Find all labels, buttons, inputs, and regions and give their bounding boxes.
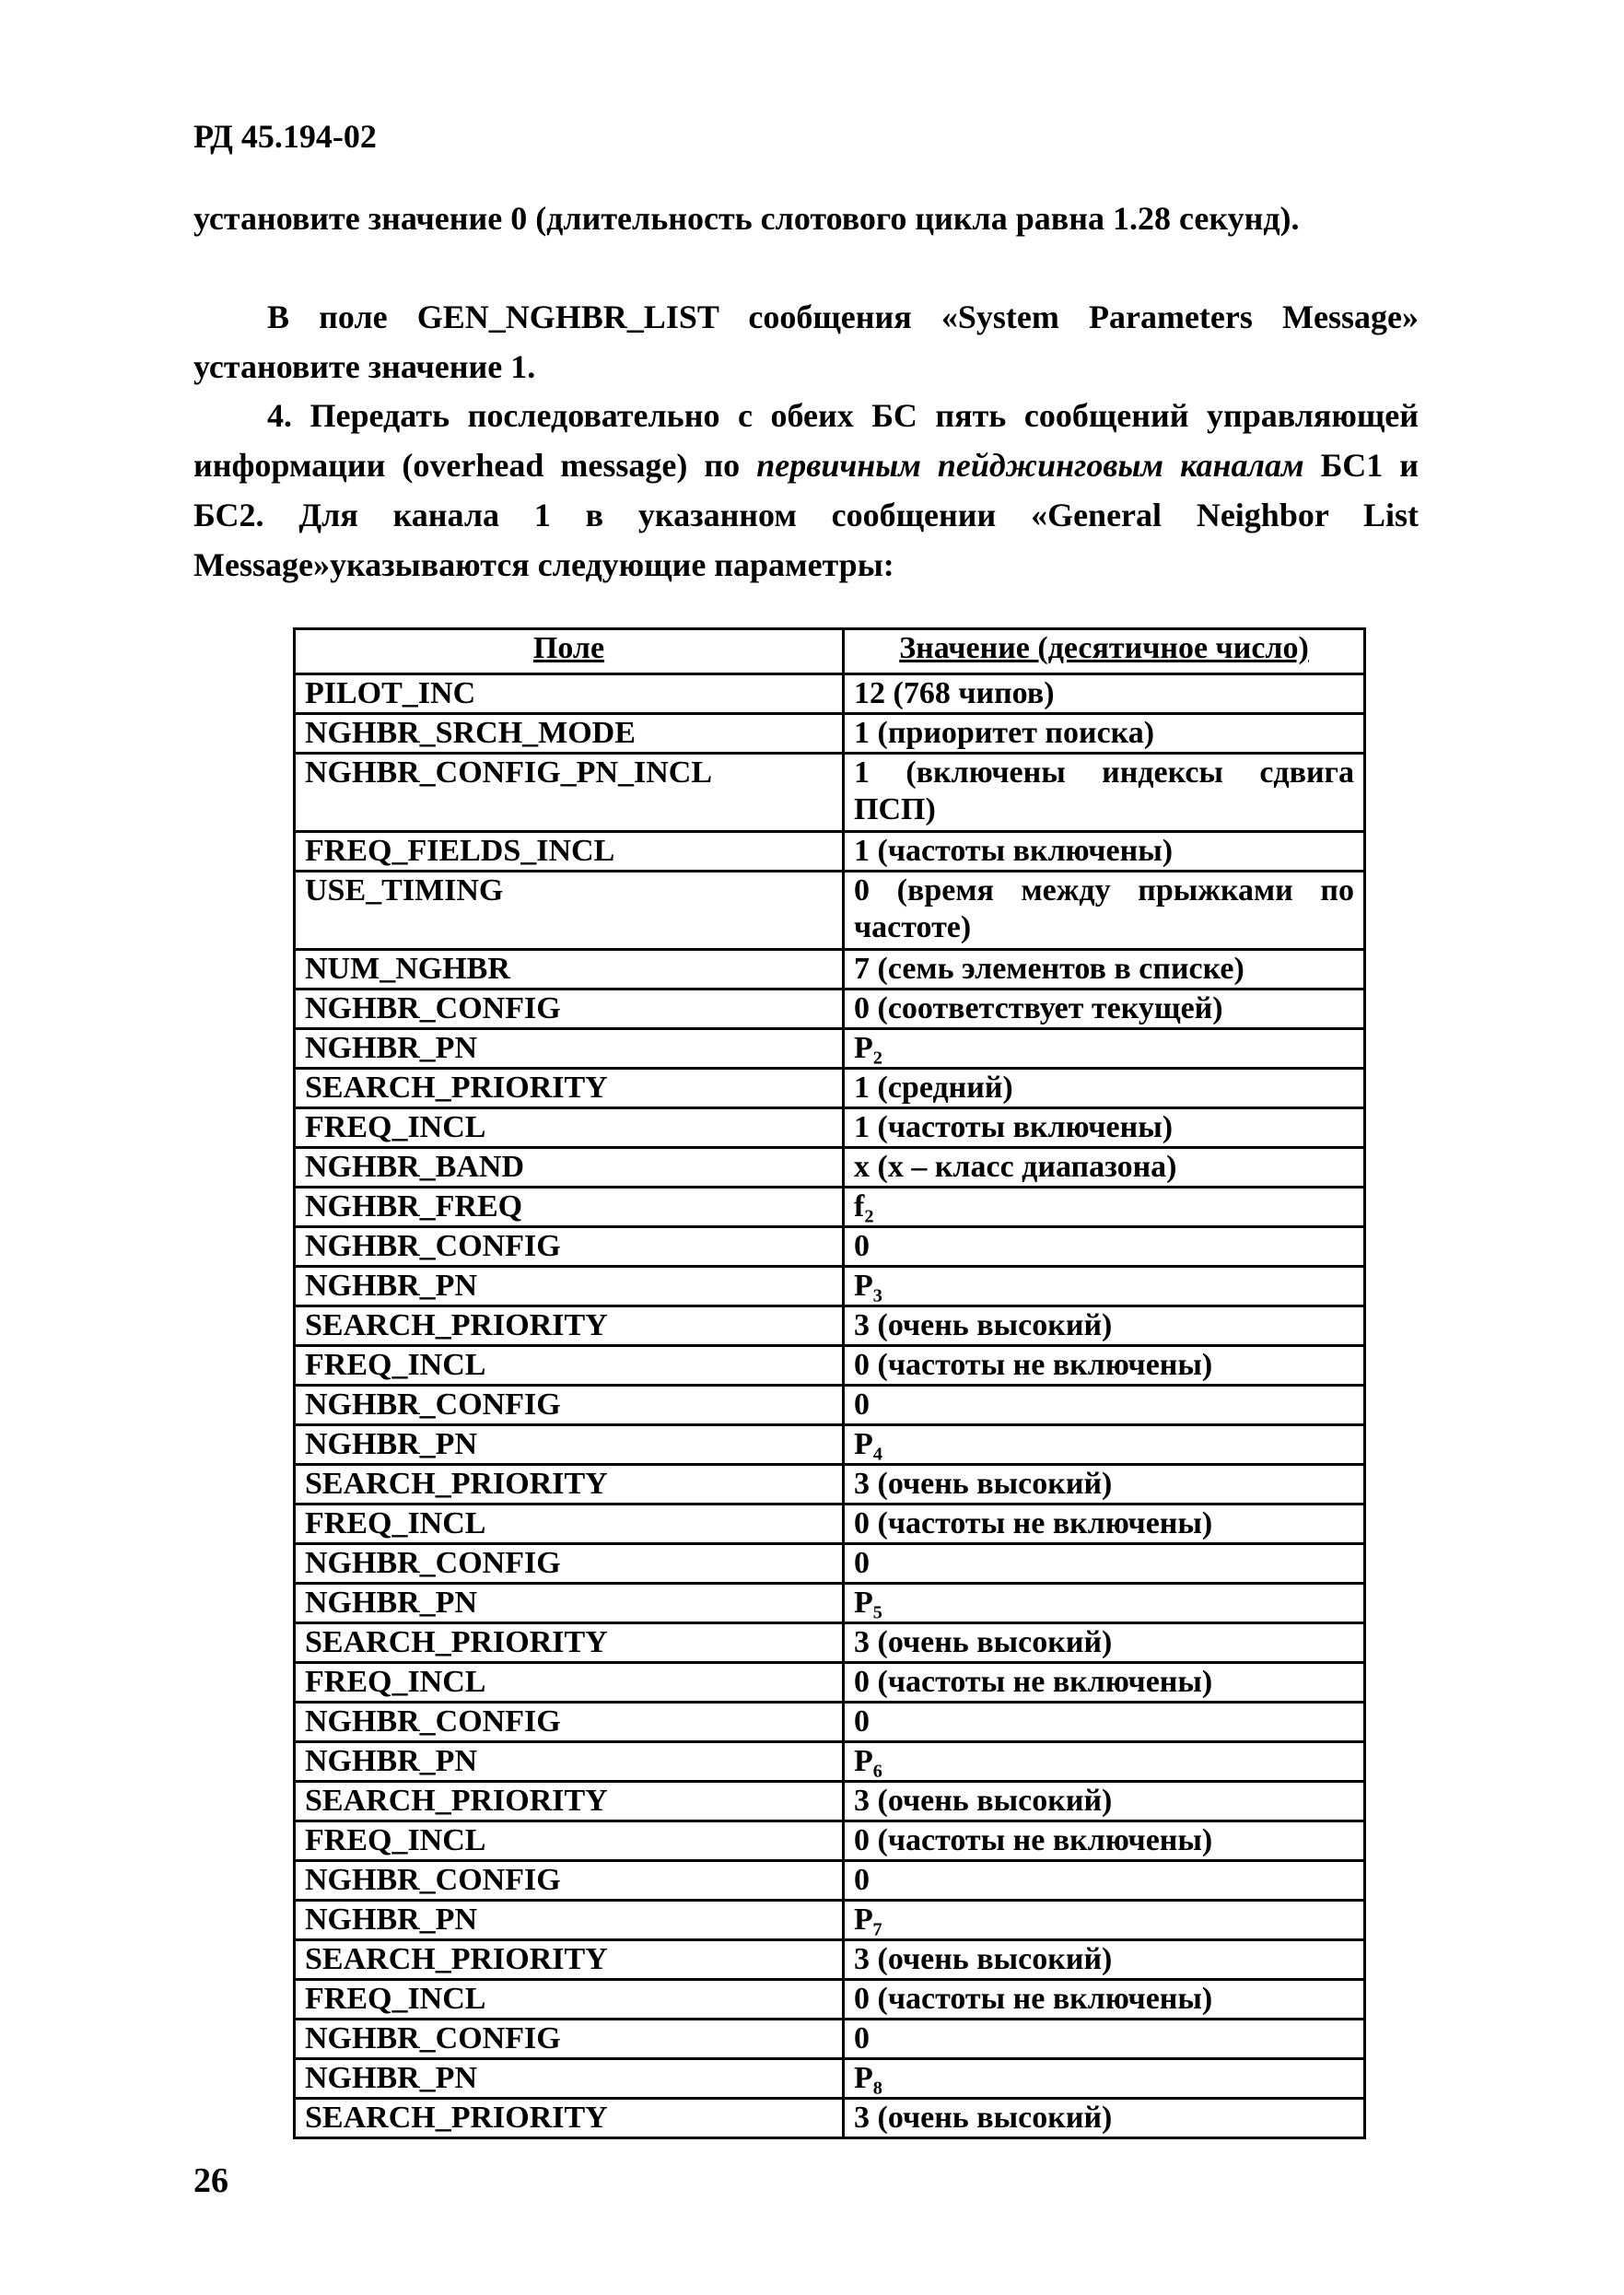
field-value-cell: P₆ [844,1742,1365,1782]
field-value-cell: 0 [844,1386,1365,1425]
field-value-cell: 0 (частоты не включены) [844,1663,1365,1703]
field-name-cell: FREQ_INCL [295,1505,844,1544]
field-name-cell: NGHBR_PN [295,1029,844,1069]
table-row [295,2020,1365,2059]
table-row [295,1029,1365,1069]
field-value-cell: 3 (очень высокий) [844,1782,1365,1821]
field-name-cell: NGHBR_CONFIG [295,1703,844,1742]
table-header-row [295,629,1365,674]
field-name-cell: SEARCH_PRIORITY [295,1940,844,1980]
column-header-field: Поле [295,629,844,674]
field-value-cell: 0 (частоты не включены) [844,1346,1365,1386]
table-row [295,1544,1365,1584]
field-name-cell: NGHBR_CONFIG [295,989,844,1029]
table-row [295,1623,1365,1663]
field-name-cell: NGHBR_PN [295,1901,844,1940]
table-row [295,754,1365,832]
table-row [295,2059,1365,2099]
table-row [295,1148,1365,1188]
field-value-cell: f₂ [844,1188,1365,1227]
field-value-cell: 0 (частоты не включены) [844,1980,1365,2020]
field-name-cell: FREQ_FIELDS_INCL [295,832,844,872]
field-name-cell: SEARCH_PRIORITY [295,1623,844,1663]
table-row [295,1703,1365,1742]
field-value-cell: P₈ [844,2059,1365,2099]
field-name-cell: NGHBR_PN [295,1267,844,1306]
field-name-cell: NGHBR_CONFIG_PN_INCL [295,754,844,832]
field-name-cell: NUM_NGHBR [295,950,844,989]
field-name-cell: SEARCH_PRIORITY [295,1782,844,1821]
field-value-cell: 1 (средний) [844,1069,1365,1108]
table-row [295,1901,1365,1940]
field-name-cell: FREQ_INCL [295,1821,844,1861]
field-value-cell: 3 (очень высокий) [844,1623,1365,1663]
table-row [295,1940,1365,1980]
table-row [295,1465,1365,1505]
table-row [295,989,1365,1029]
parameters-table [293,627,1366,2139]
table-row [295,832,1365,872]
field-value-cell: 0 (соответствует текущей) [844,989,1365,1029]
field-name-cell: NGHBR_CONFIG [295,1544,844,1584]
table-row [295,1980,1365,2020]
paragraph-step-4 [193,391,1419,590]
step-4-text-b: БС1 и БС2. Для канала 1 в указанном сообщении «General Neighbor List Message»указываются следующие параметры: [193,447,1419,583]
field-name-cell: NGHBR_PN [295,2059,844,2099]
field-name-cell: NGHBR_PN [295,1742,844,1782]
table-row [295,1306,1365,1346]
table-row [295,1386,1365,1425]
field-value-cell: 0 [844,1703,1365,1742]
field-value-cell: 0 (частоты не включены) [844,1505,1365,1544]
field-value-cell: 12 (768 чипов) [844,674,1365,714]
field-name-cell: FREQ_INCL [295,1663,844,1703]
field-value-cell: P₃ [844,1267,1365,1306]
field-name-cell: NGHBR_BAND [295,1148,844,1188]
field-name-cell: NGHBR_CONFIG [295,1386,844,1425]
field-value-cell: 1 (приоритет поиска) [844,714,1365,754]
field-name-cell: FREQ_INCL [295,1980,844,2020]
table-row [295,674,1365,714]
paragraph-gen-nghbr-list: В поле GEN_NGHBR_LIST сообщения «System Parameters Message» установите значение 1. [193,299,1419,385]
table-row [295,872,1365,950]
table-row [295,1584,1365,1623]
table-row [295,2099,1365,2138]
step-4-emphasis: первичным пейджинговым каналам [756,447,1304,484]
field-value-cell: 7 (семь элементов в списке) [844,950,1365,989]
field-name-cell: USE_TIMING [295,872,844,950]
field-name-cell: SEARCH_PRIORITY [295,1069,844,1108]
field-name-cell: NGHBR_SRCH_MODE [295,714,844,754]
table-row [295,1227,1365,1267]
field-name-cell: PILOT_INC [295,674,844,714]
field-name-cell: FREQ_INCL [295,1346,844,1386]
field-value-cell: 0 (время между прыжками по частоте) [844,872,1365,950]
field-name-cell: NGHBR_CONFIG [295,2020,844,2059]
field-value-cell: P₄ [844,1425,1365,1465]
table-row [295,1069,1365,1108]
field-value-cell: P₂ [844,1029,1365,1069]
step-4-text-a: 4. Передать последовательно с обеих БС пять сообщений управляющей информации (overhead message) по [193,397,1419,484]
field-value-cell: 3 (очень высокий) [844,1306,1365,1346]
field-value-cell: 3 (очень высокий) [844,2099,1365,2138]
field-name-cell: NGHBR_CONFIG [295,1227,844,1267]
table-body [295,674,1365,2138]
field-name-cell: NGHBR_CONFIG [295,1861,844,1901]
table-row [295,1505,1365,1544]
field-name-cell: NGHBR_FREQ [295,1188,844,1227]
table-row [295,1663,1365,1703]
table-row [295,1267,1365,1306]
field-value-cell: P₇ [844,1901,1365,1940]
field-name-cell: NGHBR_PN [295,1425,844,1465]
page-number: 26 [193,2161,228,2200]
table-row [295,714,1365,754]
table-row [295,1108,1365,1148]
document-code-header: РД 45.194-02 [193,118,377,155]
field-name-cell: SEARCH_PRIORITY [295,1465,844,1505]
field-name-cell: FREQ_INCL [295,1108,844,1148]
table-row [295,950,1365,989]
field-value-cell: 1 (включены индексы сдвига ПСП) [844,754,1365,832]
field-value-cell: 0 [844,1544,1365,1584]
table-row [295,1742,1365,1782]
paragraph-slot-cycle: установите значение 0 (длительность слотового цикла равна 1.28 секунд). [193,200,1300,237]
field-value-cell: x (x – класс диапазона) [844,1148,1365,1188]
column-header-value: Значение (десятичное число) [844,629,1365,674]
field-value-cell: 3 (очень высокий) [844,1465,1365,1505]
table-row [295,1188,1365,1227]
field-value-cell: 0 [844,1861,1365,1901]
table-row [295,1782,1365,1821]
table-row [295,1346,1365,1386]
field-value-cell: 1 (частоты включены) [844,832,1365,872]
field-name-cell: SEARCH_PRIORITY [295,2099,844,2138]
table-row [295,1425,1365,1465]
table-row [295,1821,1365,1861]
field-value-cell: 0 [844,1227,1365,1267]
field-name-cell: NGHBR_PN [295,1584,844,1623]
field-name-cell: SEARCH_PRIORITY [295,1306,844,1346]
field-value-cell: 0 (частоты не включены) [844,1821,1365,1861]
field-value-cell: 1 (частоты включены) [844,1108,1365,1148]
field-value-cell: 3 (очень высокий) [844,1940,1365,1980]
table-row [295,1861,1365,1901]
field-value-cell: 0 [844,2020,1365,2059]
field-value-cell: P₅ [844,1584,1365,1623]
